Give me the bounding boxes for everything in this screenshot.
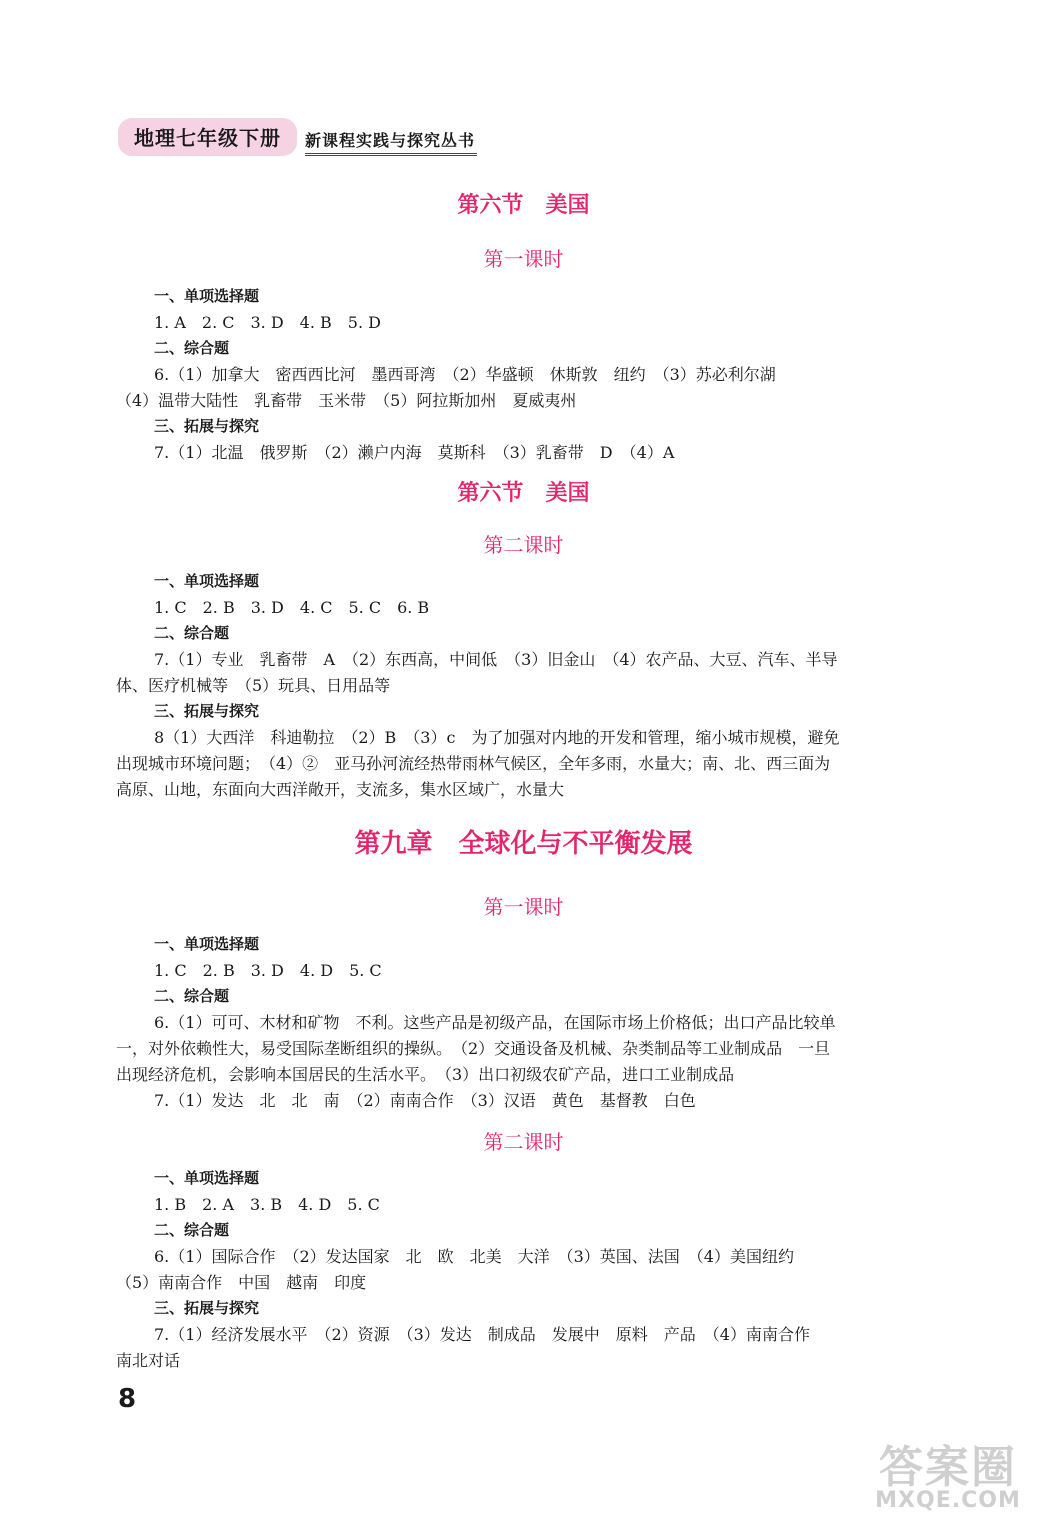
answer-line: 1. B 2. A 3. B 4. D 5. C: [154, 1195, 380, 1214]
subsection-title: 一、单项选择题: [154, 572, 260, 590]
lesson-title: 第一课时: [483, 247, 564, 271]
subsection-title: 二、综合题: [154, 339, 230, 357]
answer-line: 高原、山地，东面向大西洋敞开，支流多，集水区域广，水量大: [116, 780, 565, 799]
section-title: 第六节 美国: [457, 481, 590, 506]
lesson-title: 第二课时: [483, 533, 564, 557]
subsection-title: 三、拓展与探究: [154, 417, 260, 435]
watermark-url: MXQE.COM: [875, 1488, 1021, 1513]
answer-line: （4）温带大陆性 乳畜带 玉米带 （5）阿拉斯加州 夏威夷州: [116, 391, 577, 410]
answer-line: 7.（1）发达 北 北 南 （2）南南合作 （3）汉语 黄色 基督教 白色: [154, 1091, 696, 1110]
answer-line: 6.（1）国际合作 （2）发达国家 北 欧 北美 大洋 （3）英国、法国 （4）美国纽约: [154, 1247, 794, 1266]
answer-line: 8（1）大西洋 科迪勒拉 （2）B （3）c 为了加强对内地的开发和管理，缩小城市规模，避免: [154, 728, 840, 747]
subsection-title: 一、单项选择题: [154, 935, 260, 953]
answer-line: 7.（1）北温 俄罗斯 （2）濑户内海 莫斯科 （3）乳畜带 D （4）A: [154, 443, 675, 462]
watermark-text: 答案圈: [879, 1442, 1017, 1493]
subsection-title: 二、综合题: [154, 987, 230, 1005]
answer-line: 7.（1）专业 乳畜带 A （2）东西高，中间低 （3）旧金山 （4）农产品、大豆、汽车、半导: [154, 650, 838, 669]
answer-line: 1. C 2. B 3. D 4. D 5. C: [154, 961, 382, 980]
watermark-logo: [863, 1442, 1033, 1530]
answer-line: 6.（1）可可、木材和矿物 不利。这些产品是初级产品，在国际市场上价格低；出口产品比较单: [154, 1013, 836, 1032]
lesson-title: 第二课时: [483, 1130, 564, 1154]
lesson-title: 第一课时: [483, 895, 564, 919]
answer-line: 出现经济危机，会影响本国居民的生活水平。 （3）出口初级农矿产品，进口工业制成品: [116, 1065, 735, 1084]
subsection-title: 二、综合题: [154, 1221, 230, 1239]
answer-line: 一，对外依赖性大，易受国际垄断组织的操纵。 （2）交通设备及机械、杂类制品等工业制成品 一旦: [116, 1039, 831, 1058]
page-number: 8: [118, 1384, 137, 1414]
answer-line: 体、医疗机械等 （5）玩具、日用品等: [116, 676, 391, 695]
subsection-title: 三、拓展与探究: [154, 1299, 260, 1317]
running-header: [118, 118, 477, 156]
section-title: 第六节 美国: [457, 193, 590, 218]
subsection-title: 三、拓展与探究: [154, 702, 260, 720]
subsection-title: 二、综合题: [154, 624, 230, 642]
subsection-title: 一、单项选择题: [154, 287, 260, 305]
book-title-tag: 地理七年级下册: [118, 118, 297, 156]
answer-line: 6.（1）加拿大 密西西比河 墨西哥湾 （2）华盛顿 休斯敦 纽约 （3）苏必利尔湖: [154, 365, 776, 384]
answer-line: （5）南南合作 中国 越南 印度: [116, 1273, 367, 1292]
answer-line: 7.（1）经济发展水平 （2）资源 （3）发达 制成品 发展中 原料 产品 （4）南南合作: [154, 1325, 810, 1344]
answer-line: 出现城市环境问题； （4）② 亚马孙河流经热带雨林气候区，全年多雨，水量大；南、北、西三面为: [116, 754, 831, 773]
answer-line: 南北对话: [116, 1351, 181, 1370]
answer-line: 1. C 2. B 3. D 4. C 5. C 6. B: [154, 598, 430, 617]
subsection-title: 一、单项选择题: [154, 1169, 260, 1187]
series-title: 新课程实践与探究丛书: [305, 128, 477, 156]
chapter-title: 第九章 全球化与不平衡发展: [354, 829, 693, 859]
answer-line: 1. A 2. C 3. D 4. B 5. D: [154, 313, 381, 332]
